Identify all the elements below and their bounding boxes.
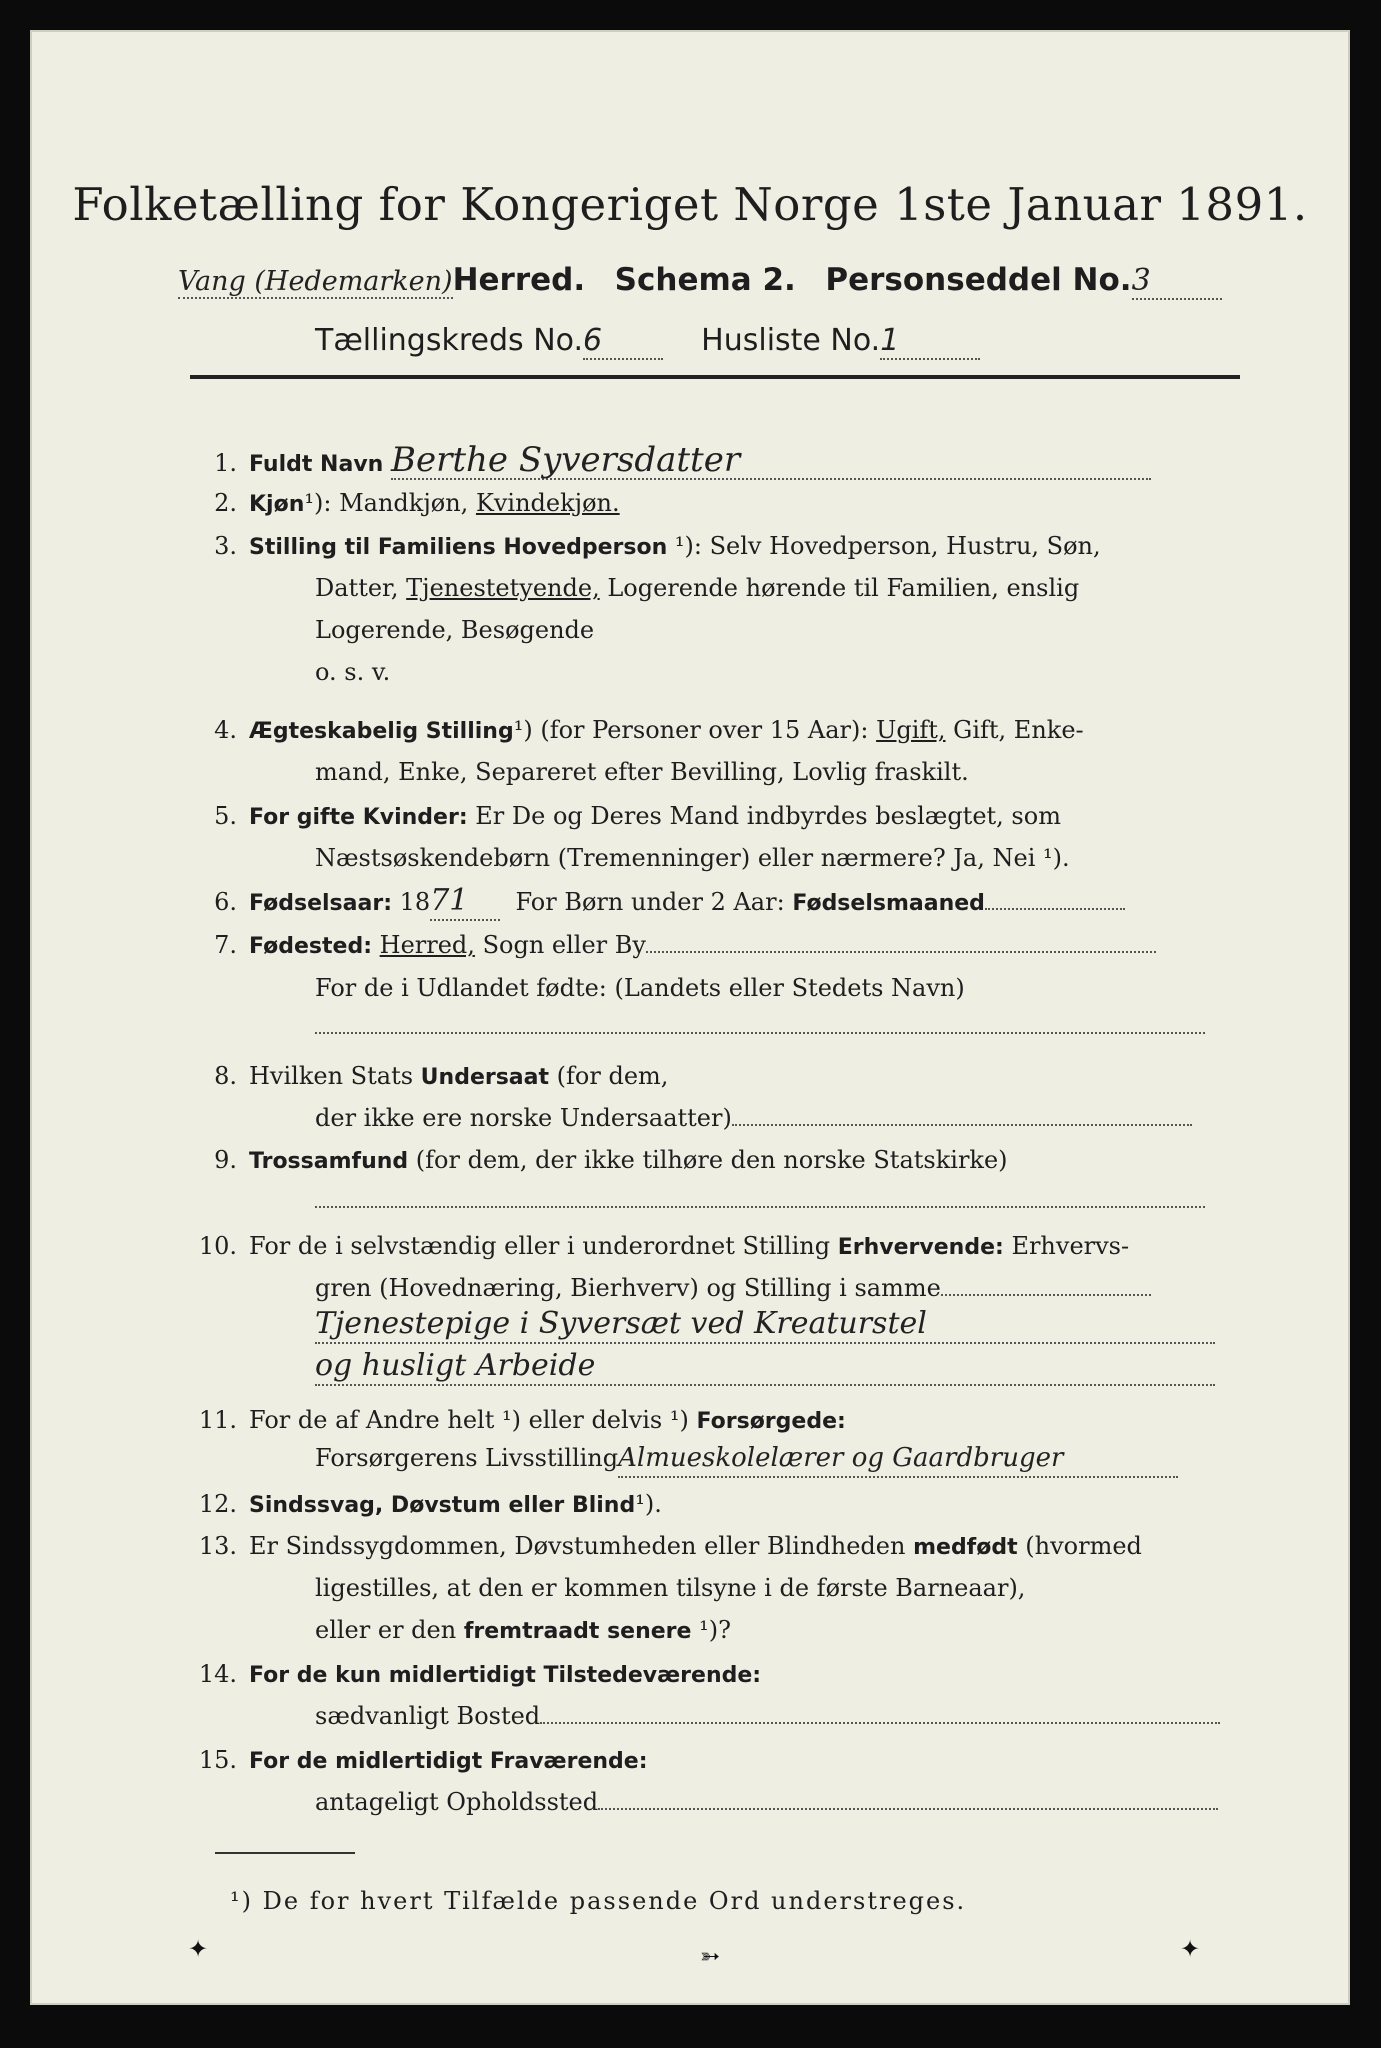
registration-mark-icon: ➳ <box>700 1942 721 1970</box>
field-label: Stilling til Familiens Hovedperson <box>249 535 668 560</box>
field-number: 7. <box>214 931 237 959</box>
field-10-line-b <box>315 1270 1245 1306</box>
field-8-line-b <box>315 1100 1245 1136</box>
field-3-line-b <box>315 570 1245 606</box>
field-text: Logerende hørende til Familien, enslig <box>607 574 1080 602</box>
field-7-line-b: For de i Udlandet fødte: (Landets eller Stedets Navn) <box>315 974 965 1002</box>
form-title: Folketælling for Kongeriget Norge 1ste Januar 1891. <box>72 178 1308 231</box>
field-text: Sogn eller By <box>482 931 646 959</box>
provider-occupation-value: Almueskolelærer og Gaardbruger <box>618 1440 1178 1478</box>
registration-mark-icon: ✦ <box>188 1935 209 1963</box>
field-15-line-b <box>315 1784 1245 1820</box>
field-label: medfødt <box>913 1535 1018 1560</box>
year-prefix: 18 <box>399 888 431 916</box>
field-11 <box>185 1402 1245 1440</box>
field-number: 6. <box>214 888 237 916</box>
field-8 <box>185 1058 1245 1096</box>
underlined-option: Ugift, <box>876 716 946 744</box>
field-text: antageligt Opholdssted <box>315 1788 599 1816</box>
field-number: 10. <box>198 1232 237 1260</box>
field-text: Erhvervs- <box>1011 1232 1130 1260</box>
underlined-option: Tjenestetyende, <box>406 574 600 602</box>
field-10 <box>185 1228 1245 1266</box>
field-14-line-b <box>315 1698 1245 1734</box>
herred-label: Herred. <box>452 262 586 298</box>
kreds-label: Tællingskreds No. <box>315 323 583 358</box>
field-text: Er De og Deres Mand indbyrdes beslægtet, som <box>475 802 1061 830</box>
field-label: For de midlertidigt Fraværende: <box>249 1749 648 1774</box>
field-label: Forsørgede: <box>696 1409 846 1434</box>
field-number: 2. <box>214 489 237 517</box>
field-3 <box>185 528 1245 566</box>
field-number: 1. <box>214 449 237 477</box>
field-label: fremtraadt senere <box>463 1619 692 1644</box>
field-7 <box>185 927 1245 965</box>
underlined-option: Kvindekjøn. <box>475 489 620 517</box>
field-label: Ægteskabelig Stilling <box>249 719 514 744</box>
field-13 <box>185 1528 1245 1566</box>
field-text: (for dem, <box>556 1062 669 1090</box>
occupation-value-line-2: og husligt Arbeide <box>315 1348 1215 1386</box>
field-15 <box>185 1742 1245 1780</box>
herred-value: Vang (Hedemarken) <box>178 266 453 297</box>
field-5 <box>185 798 1245 836</box>
field-14 <box>185 1656 1245 1694</box>
field-text: ¹): Mandkjøn, <box>304 489 469 517</box>
registration-mark-icon: ✦ <box>1180 1935 1201 1963</box>
census-form <box>30 30 1350 2005</box>
field-text: (for dem, der ikke tilhøre den norske Statskirke) <box>415 1146 1008 1174</box>
field-11-line-b <box>315 1440 1245 1478</box>
field-label: Kjøn <box>249 492 305 517</box>
field-2 <box>185 485 1245 523</box>
field-text: Er Sindssygdommen, Døvstumheden eller Blindheden <box>249 1532 906 1560</box>
field-6 <box>185 883 1245 922</box>
husliste-no: 1 <box>880 323 980 360</box>
field-number: 4. <box>214 716 237 744</box>
field-4-line-b: mand, Enke, Separeret efter Bevilling, Lovlig fraskilt. <box>315 758 969 786</box>
field-label: Fødselsmaaned <box>792 891 985 916</box>
kreds-line <box>315 323 980 360</box>
field-number: 8. <box>214 1062 237 1090</box>
field-number: 14. <box>198 1660 237 1688</box>
field-label: For gifte Kvinder: <box>249 805 468 830</box>
field-text: ¹): Selv Hovedperson, Hustru, Søn, <box>674 532 1101 560</box>
name-value: Berthe Syversdatter <box>391 442 1151 480</box>
field-label: Erhvervende: <box>837 1235 1004 1260</box>
field-text: ¹)? <box>699 1616 731 1644</box>
field-text: Hvilken Stats <box>249 1062 414 1090</box>
field-label: For de kun midlertidigt Tilstedeværende: <box>249 1663 762 1688</box>
field-3-line-c: Logerende, Besøgende <box>315 616 595 644</box>
underlined-option: Herred, <box>379 931 475 959</box>
field-4 <box>185 712 1245 750</box>
field-1 <box>185 442 1245 483</box>
field-12 <box>185 1486 1245 1524</box>
field-text: sædvanligt Bosted <box>315 1702 541 1730</box>
occupation-value-line-1: Tjenestepige i Syversæt ved Kreaturstel <box>315 1306 1215 1344</box>
field-label: Sindssvag, Døvstum eller Blind <box>249 1493 636 1518</box>
footnote: ¹) De for hvert Tilfælde passende Ord understreges. <box>230 1887 967 1915</box>
field-label: Fuldt Navn <box>249 452 384 477</box>
field-text: (hvormed <box>1025 1532 1142 1560</box>
field-5-line-b: Næstsøskendebørn (Tremenninger) eller nærmere? Ja, Nei ¹). <box>315 844 1070 872</box>
field-number: 5. <box>214 802 237 830</box>
field-3-line-d: o. s. v. <box>315 658 391 686</box>
field-number: 15. <box>198 1746 237 1774</box>
field-text: der ikke ere norske Undersaatter) <box>315 1104 732 1132</box>
field-number: 12. <box>198 1490 237 1518</box>
field-9 <box>185 1142 1245 1180</box>
field-text: gren (Hovednæring, Bierhverv) og Stilling i samme <box>315 1274 941 1302</box>
blank-line <box>315 1186 1205 1208</box>
field-text: For de i selvstændig eller i underordnet Stilling <box>249 1232 831 1260</box>
herred-line <box>178 262 1222 300</box>
field-label: Fødselsaar: <box>249 891 392 916</box>
field-number: 9. <box>214 1146 237 1174</box>
birth-year-value: 71 <box>430 883 500 921</box>
personseddel-no: 3 <box>1132 263 1222 300</box>
personseddel-label: Personseddel No. <box>825 262 1132 298</box>
field-text: For de af Andre helt ¹) eller delvis ¹) <box>249 1406 689 1434</box>
field-13-line-b: ligestilles, at den er kommen tilsyne i de første Barneaar), <box>315 1574 1026 1602</box>
field-13-line-c <box>315 1612 1245 1650</box>
field-text: Forsørgerens Livsstilling <box>315 1444 619 1472</box>
field-label: Undersaat <box>420 1065 550 1090</box>
husliste-label: Husliste No. <box>701 323 881 358</box>
field-text: Gift, Enke- <box>953 716 1084 744</box>
field-text: ¹). <box>635 1490 662 1518</box>
footnote-rule <box>215 1852 355 1854</box>
field-label: Trossamfund <box>249 1149 409 1174</box>
field-number: 3. <box>214 532 237 560</box>
header-rule <box>190 375 1240 379</box>
blank-line <box>315 1012 1205 1034</box>
field-text: ¹) (for Personer over 15 Aar): <box>513 716 869 744</box>
field-label: Fødested: <box>249 934 372 959</box>
field-number: 11. <box>198 1406 237 1434</box>
kreds-no: 6 <box>583 323 663 360</box>
schema-label: Schema 2. <box>614 262 796 298</box>
field-text: Datter, <box>315 574 399 602</box>
field-text: For Børn under 2 Aar: <box>515 888 785 916</box>
field-number: 13. <box>198 1532 237 1560</box>
field-text: eller er den <box>315 1616 457 1644</box>
